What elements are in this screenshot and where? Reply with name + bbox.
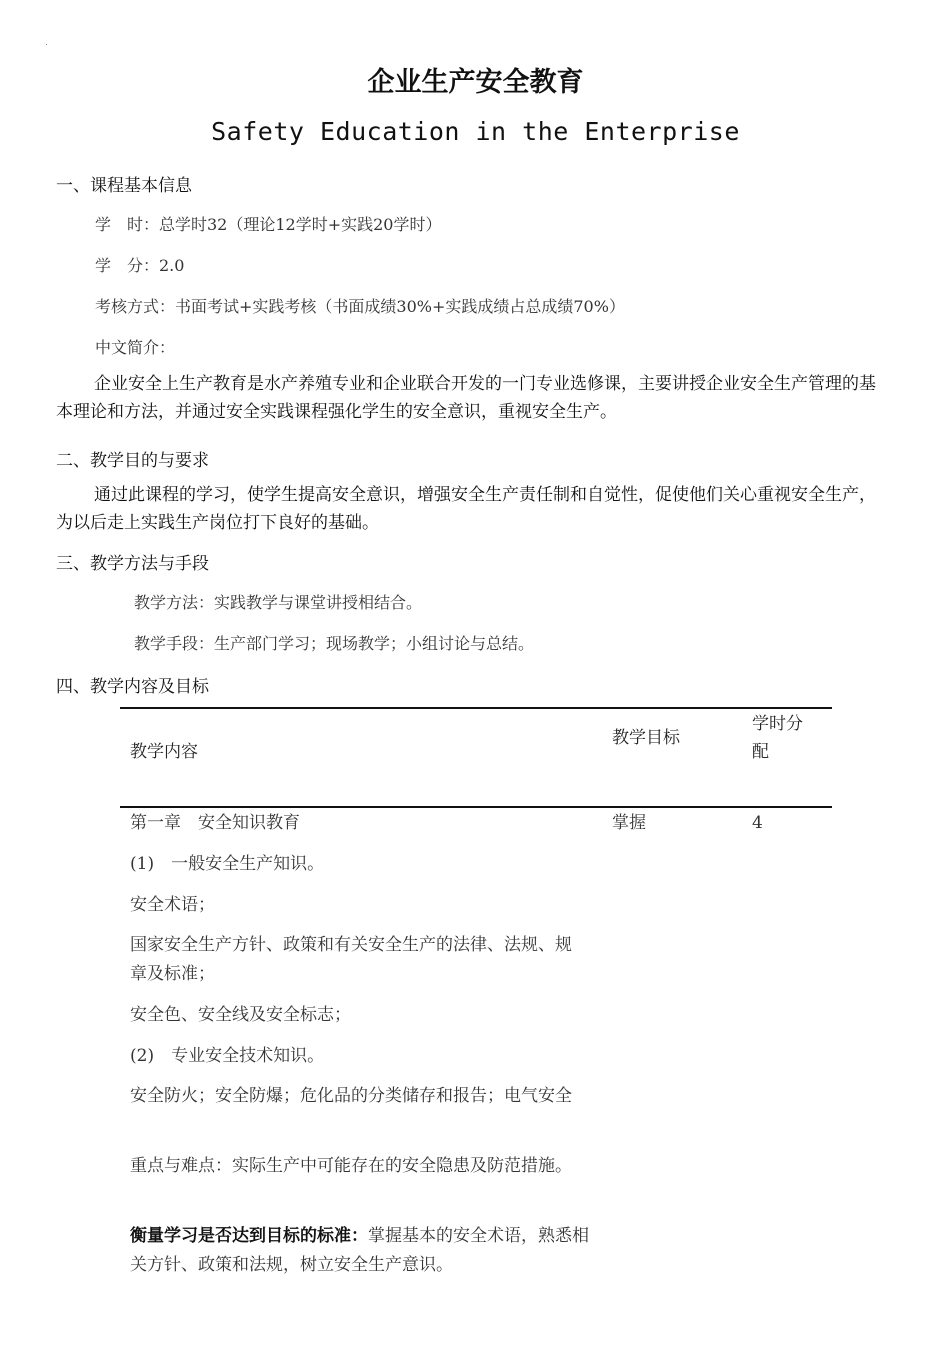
chapter-hours: 4 <box>752 813 763 833</box>
teaching-method: 教学方法：实践教学与课堂讲授相结合。 <box>134 593 423 612</box>
course-credits: 学 分：2.0 <box>95 256 185 275</box>
column-header-goal: 教学目标 <box>612 728 680 748</box>
column-header-content: 教学内容 <box>130 742 198 762</box>
table-top-rule <box>120 707 832 709</box>
content-item-1a: 安全术语； <box>130 895 215 915</box>
intro-label: 中文简介： <box>95 338 176 357</box>
column-header-hours: 学时分配 <box>752 714 803 762</box>
content-item-1c: 安全色、安全线及安全标志； <box>130 1005 351 1025</box>
content-item-2: (2) 专业安全技术知识。 <box>130 1046 325 1066</box>
document-title-chinese: 企业生产安全教育 <box>367 67 584 98</box>
assessment-standard-label: 衡量学习是否达到目标的标准： <box>130 1226 368 1246</box>
content-item-2a: 安全防火；安全防爆；危化品的分类储存和报告；电气安全 <box>130 1086 572 1106</box>
content-item-1: (1) 一般安全生产知识。 <box>130 854 325 874</box>
objectives-text-start: 通过此课程的学习，使学生 <box>94 485 298 505</box>
content-item-1b: 国家安全生产方针、政策和有关安全生产的法律、法规、规章及标准； <box>130 935 572 984</box>
intro-paragraph: 企业安全上生产教育是水产养殖专业和企业联合开发的一门专业选修课，主要讲授企业安全生产管理的基本理论和方法，并通过安全实践课程强化学生的安全意识，重视安全生产。 <box>56 374 876 422</box>
document-title-english: Safety Education in the Enterprise <box>211 117 740 146</box>
stray-dot <box>46 44 47 45</box>
assessment-standard-text: 掌握基本的安全术语，熟悉相关方针、政策和法规，树立安全生产意识。 <box>130 1226 589 1275</box>
section-heading-content: 四、教学内容及目标 <box>56 677 209 697</box>
assessment-method: 考核方式：书面考试+实践考核（书面成绩30%+实践成绩占总成绩70%） <box>95 297 625 316</box>
section-heading-objectives: 二、教学目的与要求 <box>56 451 209 471</box>
key-points: 重点与难点：实际生产中可能存在的安全隐患及防范措施。 <box>130 1156 572 1176</box>
course-hours: 学 时：总学时32（理论12学时+实践20学时） <box>95 215 442 234</box>
objectives-text-end: ，为以后走上实践生产岗位打下良好的基础。 <box>56 485 876 533</box>
section-heading-methods: 三、教学方法与手段 <box>56 554 209 574</box>
section-heading-basic-info: 一、课程基本信息 <box>56 176 192 196</box>
objectives-text-emphasis: 提高安全意识，增强安全生产责任制和自觉性，促使他们关心重视安全生产 <box>298 485 859 505</box>
assessment-standard <box>130 1222 590 1280</box>
table-header-rule <box>120 806 832 808</box>
chapter-title: 第一章 安全知识教育 <box>130 813 300 833</box>
teaching-means: 教学手段：生产部门学习；现场教学；小组讨论与总结。 <box>134 634 535 653</box>
chapter-goal: 掌握 <box>612 813 646 833</box>
objectives-paragraph <box>56 481 884 537</box>
